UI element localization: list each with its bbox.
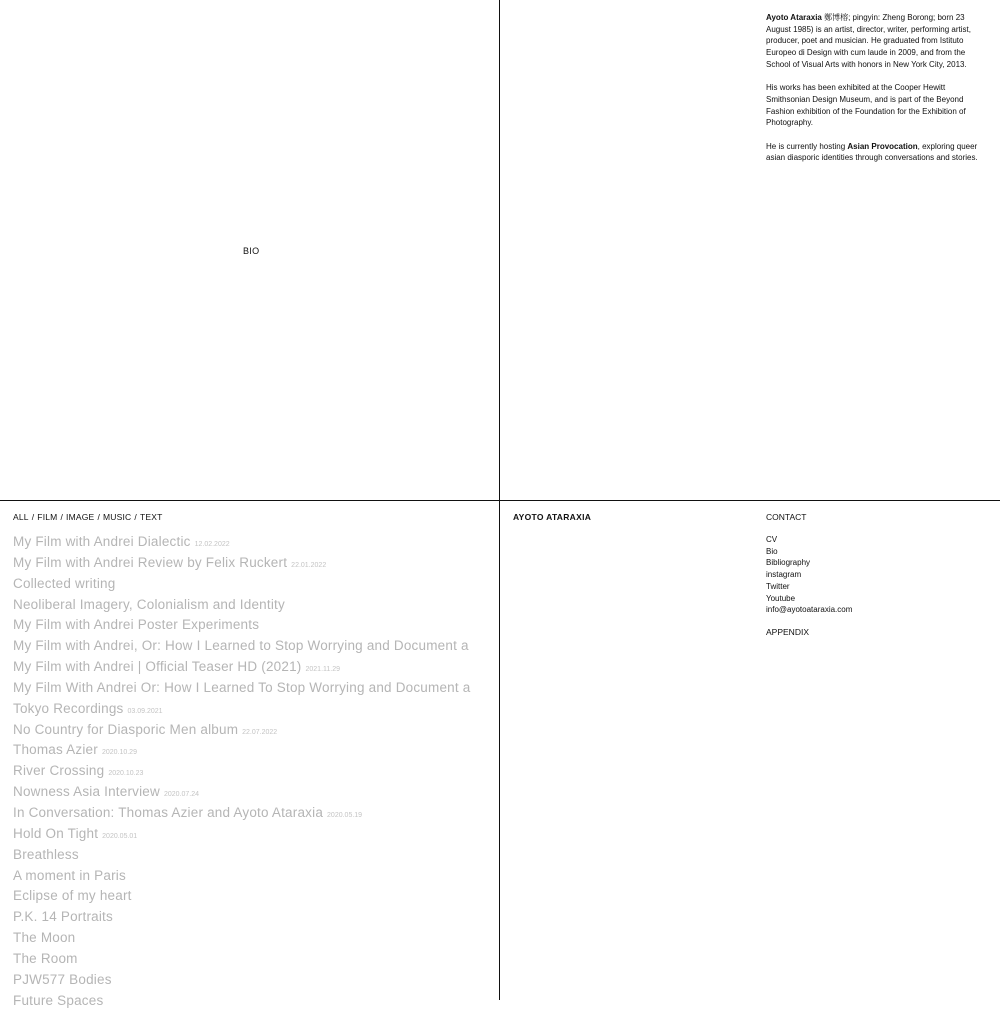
work-item[interactable] <box>13 803 493 824</box>
bio-label: BIO <box>243 246 260 256</box>
work-title[interactable]: My Film with Andrei | Official Teaser HD (2021) <box>13 659 302 675</box>
horizontal-divider <box>0 500 1000 501</box>
work-date: 2020.07.24 <box>163 791 200 799</box>
work-title[interactable]: My Film with Andrei, Or: How I Learned to Stop Worrying and Document a <box>13 638 469 654</box>
appendix-link[interactable]: APPENDIX <box>766 627 809 637</box>
bio-p3-before: He is currently hosting <box>766 141 848 151</box>
work-title[interactable]: Tokyo Recordings <box>13 700 124 716</box>
work-date: 2020.10.23 <box>108 770 144 778</box>
filter-separator: / <box>134 512 137 522</box>
work-item[interactable] <box>13 845 493 866</box>
work-title[interactable]: My Film with Andrei Poster Experiments <box>13 617 260 633</box>
work-title[interactable]: Nowness Asia Interview <box>13 784 160 800</box>
work-title[interactable]: Future Spaces <box>13 992 104 1008</box>
bio-name: Ayoto Ataraxia <box>766 13 822 22</box>
contact-link[interactable]: Youtube <box>766 593 796 603</box>
work-item[interactable] <box>13 740 493 761</box>
work-title[interactable]: Breathless <box>13 846 79 862</box>
work-title[interactable]: River Crossing <box>13 763 105 779</box>
works-list <box>13 532 493 1011</box>
asian-provocation-link[interactable]: Asian Provocation <box>847 141 918 151</box>
work-date: 22.01.2022 <box>291 561 327 569</box>
work-item[interactable] <box>13 657 493 678</box>
contact-link[interactable]: Twitter <box>766 581 790 591</box>
filter-separator: / <box>31 512 35 522</box>
work-title[interactable]: P.K. 14 Portraits <box>13 909 113 925</box>
work-title[interactable]: The Room <box>13 950 78 966</box>
bio-intro: 鄭博榕; pingyin: Zheng Borong; born 23 August 1985) is an artist, director, writer, performing artist, producer, poet and musician. He graduated from Istituto Europeo di Design with cum laude in 2009, and from the School of Visual Arts with honors in New York City, 2013. <box>766 13 971 69</box>
work-date: 22.07.2022 <box>242 728 278 736</box>
work-title[interactable]: Thomas Azier <box>13 742 98 758</box>
contact-link[interactable]: info@ayotoataraxia.com <box>766 605 853 615</box>
work-title[interactable]: My Film with Andrei Dialectic <box>13 534 191 549</box>
contact-links <box>766 534 852 616</box>
work-item[interactable] <box>13 761 493 782</box>
work-date: 2020.05.01 <box>102 832 138 840</box>
work-title[interactable]: PJW577 Bodies <box>13 971 112 987</box>
work-item[interactable] <box>13 615 493 636</box>
filter-film[interactable]: FILM <box>37 512 58 522</box>
filter-separator: / <box>60 512 64 522</box>
work-title[interactable]: No Country for Diasporic Men album <box>13 721 239 737</box>
work-date: 03.09.2021 <box>127 707 163 715</box>
work-item[interactable] <box>13 636 493 657</box>
work-item[interactable] <box>13 907 493 928</box>
work-item[interactable] <box>13 782 493 803</box>
work-item[interactable] <box>13 678 493 699</box>
bio-paragraph-1 <box>766 12 988 71</box>
filter-text[interactable]: TEXT <box>139 512 163 522</box>
bio-text <box>766 12 988 176</box>
contact-link[interactable]: Bio <box>766 546 778 556</box>
work-title[interactable]: A moment in Paris <box>13 867 126 883</box>
work-title[interactable]: Hold On Tight <box>13 825 99 841</box>
work-item[interactable] <box>13 553 493 574</box>
work-date: 2020.10.29 <box>101 749 137 757</box>
filter-separator: / <box>97 512 100 522</box>
work-title[interactable]: The Moon <box>13 930 76 946</box>
work-item[interactable] <box>13 928 493 949</box>
work-item[interactable] <box>13 886 493 907</box>
bio-paragraph-3 <box>766 141 988 164</box>
work-item[interactable] <box>13 532 493 553</box>
work-item[interactable] <box>13 949 493 970</box>
work-item[interactable] <box>13 970 493 991</box>
filter-music[interactable]: MUSIC <box>103 512 132 522</box>
filter-nav <box>13 512 162 522</box>
contact-link[interactable]: Bibliography <box>766 558 811 568</box>
work-item[interactable] <box>13 991 493 1011</box>
work-date: 12.02.2022 <box>194 541 230 548</box>
work-title[interactable]: In Conversation: Thomas Azier and Ayoto Ataraxia <box>13 804 324 820</box>
work-title[interactable]: My Film with Andrei Review by Felix Ruckert <box>13 554 288 570</box>
work-item[interactable] <box>13 574 493 595</box>
work-title[interactable]: My Film With Andrei Or: How I Learned To Stop Worrying and Document a <box>13 679 471 695</box>
work-item[interactable] <box>13 720 493 741</box>
work-item[interactable] <box>13 699 493 720</box>
work-title[interactable]: Neoliberal Imagery, Colonialism and Identity <box>13 596 285 612</box>
work-date: 2021.11.29 <box>305 666 341 674</box>
bio-paragraph-2: His works has been exhibited at the Cooper Hewitt Smithsonian Design Museum, and is part of the Beyond Fashion exhibition of the Foundation for the Exhibition of Photography. <box>766 83 966 128</box>
work-date: 2020.05.19 <box>327 811 363 819</box>
contact-heading: CONTACT <box>766 512 807 522</box>
work-item[interactable] <box>13 866 493 887</box>
work-item[interactable] <box>13 595 493 616</box>
work-item[interactable] <box>13 824 493 845</box>
work-title[interactable]: Eclipse of my heart <box>13 888 132 904</box>
contact-link[interactable]: CV <box>766 535 778 544</box>
contact-link[interactable]: instagram <box>766 570 802 580</box>
bio-p3-after: , exploring queer asian diasporic identities through conversations and stories. <box>766 141 978 163</box>
work-title[interactable]: Collected writing <box>13 575 116 591</box>
site-title[interactable]: AYOTO ATARAXIA <box>513 512 592 522</box>
filter-image[interactable]: IMAGE <box>66 512 95 522</box>
filter-all[interactable]: ALL <box>13 512 29 522</box>
